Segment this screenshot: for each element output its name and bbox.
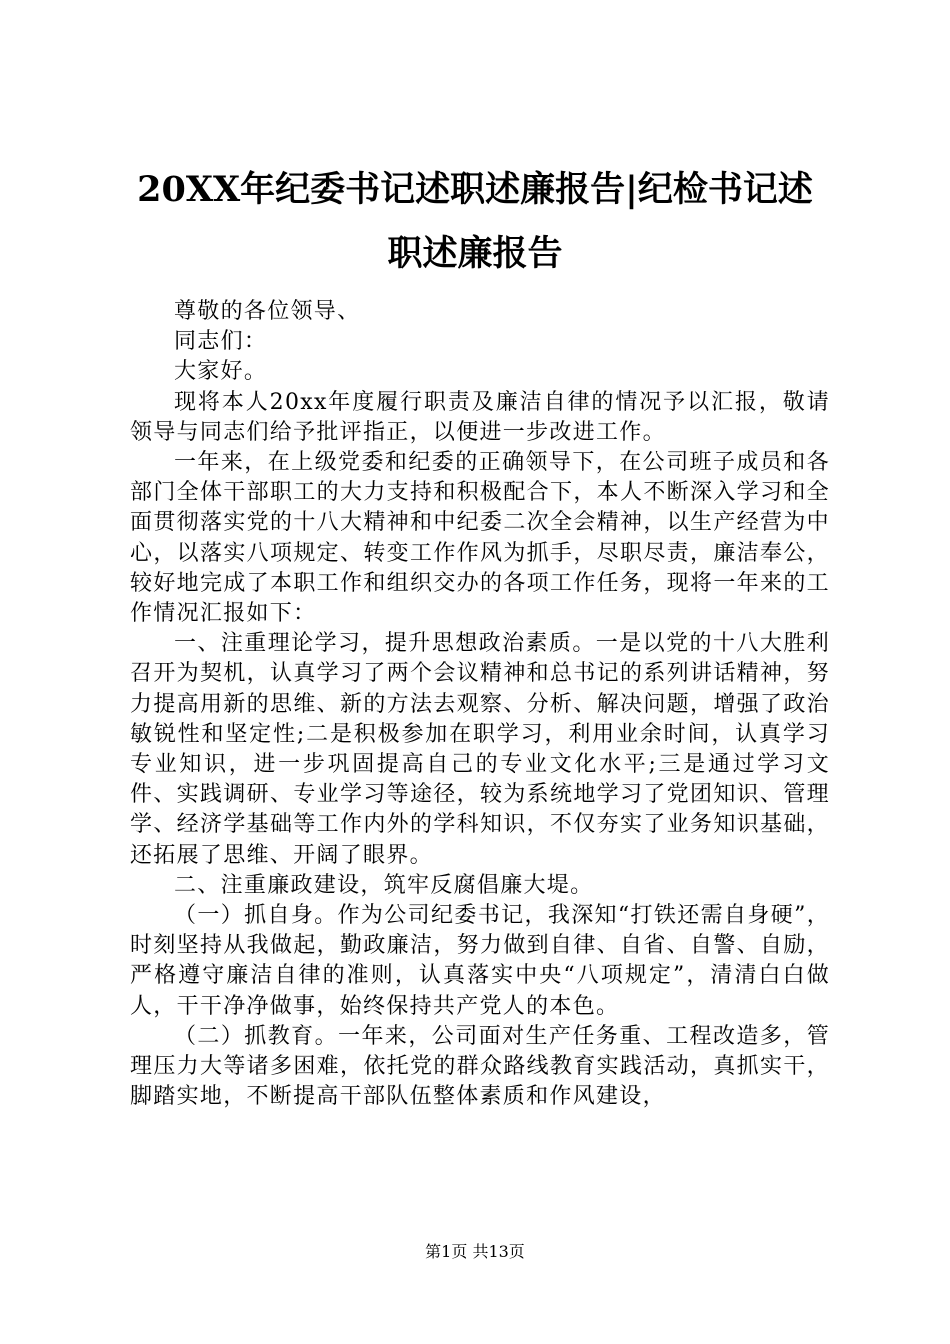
paragraph-section-1: 一、注重理论学习，提升思想政治素质。一是以党的十八大胜利召开为契机，认真学习了两个会议精神和总书记的系列讲话精神，努力提高用新的思维、新的方法去观察、分析、解决问题，增强了政治敏锐性和坚定性;二是积极参加在职学习，利用业余时间，认真学习专业知识，进一步巩固提高自己的专业文化水平;三是通过学习文件、实践调研、专业学习等途径，较为系统地学习了党团知识、管理学、经济学基础等工作内外的学科知识，不仅夯实了业务知识基础，还拓展了思维、开阔了眼界。	[130, 631, 830, 868]
paragraph-salutation-2: 同志们：	[174, 329, 268, 355]
paragraph-greeting: 大家好。	[174, 359, 268, 385]
paragraph-overview: 一年来，在上级党委和纪委的正确领导下，在公司班子成员和各部门全体干部职工的大力支持和积极配合下，本人不断深入学习和全面贯彻落实党的十八大精神和中纪委二次全会精神，以生产经营为中心，以落实八项规定、转变工作作风为抓手，尽职尽责，廉洁奉公，较好地完成了本职工作和组织交办的各项工作任务，现将一年来的工作情况汇报如下：	[130, 450, 830, 627]
paragraph-salutation: 尊敬的各位领导、	[174, 299, 361, 324]
paragraph-intro: 现将本人20xx年度履行职责及廉洁自律的情况予以汇报，敬请领导与同志们给予批评指正，以便进一步改进工作。	[130, 389, 830, 445]
page-number-footer: 第1页 共13页	[425, 1242, 525, 1261]
paragraph-section-2-2: （二）抓教育。一年来，公司面对生产任务重、工程改造多，管理压力大等诸多困难，依托党的群众路线教育实践活动，真抓实干，脚踏实地，不断提高干部队伍整体素质和作风建设，	[130, 1023, 830, 1110]
document-body	[130, 297, 830, 1112]
paragraph-section-2-1: （一）抓自身。作为公司纪委书记，我深知“打铁还需自身硬”，时刻坚持从我做起，勤政廉洁，努力做到自律、自省、自警、自励，严格遵守廉洁自律的准则，认真落实中央“八项规定”，清清白白做人，干干净净做事，始终保持共产党人的本色。	[130, 903, 830, 1019]
document-title: 20XX年纪委书记述职述廉报告|纪检书记述职述廉报告	[137, 169, 813, 274]
paragraph-section-2-heading: 二、注重廉政建设，筑牢反腐倡廉大堤。	[174, 872, 594, 898]
